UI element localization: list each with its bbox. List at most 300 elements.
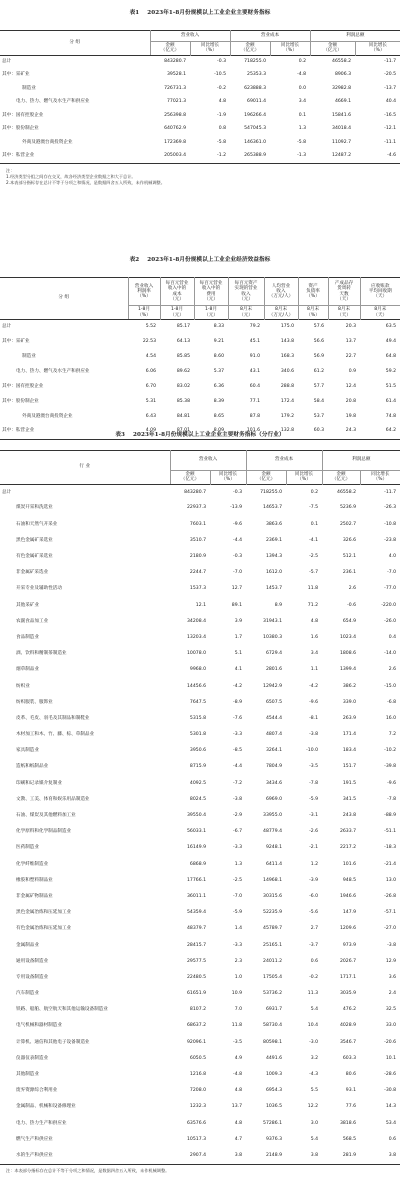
- table1-cell: 39528.1: [167, 72, 186, 78]
- table3-body: [0, 485, 400, 1165]
- table3-cell: -0.3: [233, 554, 243, 560]
- table3-cell: -7.8: [309, 780, 319, 786]
- table1-title: [0, 8, 400, 16]
- table2-unit-col: 1-8月 （元）: [194, 306, 228, 320]
- table3-cell: 93.1: [345, 1088, 357, 1094]
- table3-cell: 1.4: [234, 926, 243, 932]
- table2-cell: 5.52: [145, 323, 156, 329]
- table2: [0, 277, 400, 440]
- table3-cell: 1.7: [234, 634, 243, 640]
- table3-cell: -2.6: [309, 829, 319, 835]
- table3-cell: 3546.7: [339, 1039, 357, 1045]
- table3-cell: 11.3: [307, 991, 319, 997]
- table3-cell: -5.7: [309, 570, 319, 576]
- table3-cell: -5.9: [309, 796, 319, 802]
- table3-cell: 1.1: [310, 667, 319, 673]
- table2-cell: 63.5: [385, 323, 396, 329]
- table3-cell: 12.1: [195, 602, 206, 608]
- table3-cell: 6050.5: [189, 1055, 206, 1061]
- table3-cell: -28.6: [384, 1072, 397, 1078]
- table3-row: [0, 841, 400, 857]
- table1-cell: -1.3: [297, 153, 307, 159]
- table3-row: [0, 485, 400, 501]
- table2-cell: 87.8: [249, 413, 260, 419]
- table3-cell: -9.6: [387, 780, 397, 786]
- table2-cell: 43.1: [249, 368, 260, 374]
- table2-row: [0, 365, 400, 380]
- table2-cell: 6.43: [145, 413, 156, 419]
- table3-cell: 53.4: [385, 1120, 397, 1126]
- table2-cell: 8.60: [213, 353, 224, 359]
- table3-cell: 718255.0: [260, 489, 283, 495]
- table3-row-label: 印刷和记录媒介复制业: [16, 780, 62, 786]
- table3-cell: 973.9: [342, 942, 357, 948]
- table3-cell: -3.9: [309, 877, 319, 883]
- table3-cell: -4.3: [309, 1072, 319, 1078]
- table3-cell: 3863.6: [265, 521, 283, 527]
- table3-cell: -7.0: [387, 570, 397, 576]
- table3-cell: 3950.6: [189, 748, 206, 754]
- table3-row: [0, 549, 400, 565]
- table1-cell: 46558.2: [332, 59, 352, 65]
- table3-cell: 3.4: [310, 651, 319, 657]
- table1-subheader-yoy: 同比增长 （%）: [270, 42, 310, 56]
- table3-cell: -4.4: [233, 764, 243, 770]
- table2-cell: 8.39: [213, 398, 224, 404]
- table2-unit-col: 8月末 （天）: [360, 306, 400, 320]
- table2-cell: 85.17: [176, 323, 190, 329]
- table3-row-label: 有色金属冶炼和压延加工业: [16, 926, 72, 932]
- table3-cell: 29577.5: [187, 958, 206, 964]
- table3-row: [0, 1100, 400, 1116]
- table1-cell: 4669.1: [334, 99, 352, 105]
- table3-number: 表3: [115, 432, 126, 438]
- table3-cell: 1717.1: [339, 974, 357, 980]
- table3-cell: 12.7: [231, 586, 243, 592]
- table3-cell: 2.4: [388, 991, 397, 997]
- table3-row-label: 电力、热力生产和供应业: [16, 1120, 67, 1126]
- table1-row-label: 制造业: [22, 85, 36, 91]
- table2-number: 表2: [129, 257, 140, 263]
- table3-row-label: 其他制造业: [16, 1072, 39, 1078]
- table2-header-col: 产成品存 货周转 天数 （天）: [328, 278, 360, 306]
- table3-cell: 948.5: [342, 877, 357, 883]
- table3-cell: 191.5: [342, 780, 357, 786]
- table3-cell: -0.6: [347, 602, 357, 608]
- table3-cell: 6868.9: [189, 861, 206, 867]
- table1-header-profit: 利润总额: [310, 31, 400, 42]
- table3-cell: 48779.4: [263, 829, 283, 835]
- table3-cell: -2.9: [233, 813, 243, 819]
- table2-cell: 64.13: [176, 338, 190, 344]
- table2-cell: 53.7: [313, 413, 324, 419]
- table3-cell: 6411.4: [265, 861, 283, 867]
- table1-row: [0, 96, 400, 110]
- table3-row-label: 非金属矿物制品业: [16, 893, 53, 899]
- table3-row-label: 专用设备制造业: [16, 974, 49, 980]
- table3-cell: 56033.1: [187, 829, 206, 835]
- table3-cell: 843280.7: [184, 489, 206, 495]
- table3-cell: 1453.7: [265, 586, 283, 592]
- table3-cell: 0.2: [310, 489, 319, 495]
- table3-row: [0, 630, 400, 646]
- table3-cell: -8.1: [309, 715, 319, 721]
- table3-row-label: 燃气生产和供应业: [16, 1136, 53, 1142]
- table3-cell: -10.8: [384, 521, 397, 527]
- table3-cell: 33955.0: [263, 813, 283, 819]
- table3-cell: 654.9: [342, 618, 357, 624]
- table3-row-label: 非金属矿采选业: [16, 570, 49, 576]
- table3-cell: -21.4: [384, 861, 397, 867]
- table3-cell: -39.8: [384, 764, 397, 770]
- table1-cell: -4.8: [297, 72, 307, 78]
- table3-cell: -3.7: [309, 942, 319, 948]
- table3-cell: 22480.5: [187, 974, 206, 980]
- table3-row: [0, 517, 400, 533]
- table2-header-row: [0, 278, 400, 306]
- table3-row-label: 石油、煤炭及其他燃料加工业: [16, 813, 76, 819]
- table3-cell: 13.7: [231, 1104, 243, 1110]
- table2-cell: 4.54: [145, 353, 156, 359]
- table3-cell: 3.0: [310, 1120, 319, 1126]
- table3-cell: 30315.6: [263, 893, 283, 899]
- table3-cell: 1399.4: [339, 667, 357, 673]
- table2-header-group: 分 组: [0, 278, 128, 320]
- table3-row-label: 纺织业: [16, 683, 30, 689]
- table1-subheader-amount: 金额 （亿元）: [310, 42, 355, 56]
- table2-cell: 22.53: [142, 338, 156, 344]
- table2-cell: 19.8: [345, 413, 356, 419]
- table2-unit-col: 8月末 （天）: [328, 306, 360, 320]
- table3-cell: 8715.9: [189, 764, 206, 770]
- table1-row-label: 其中：国有控股企业: [2, 112, 44, 118]
- table3-cell: 476.2: [342, 1007, 357, 1013]
- table3-row: [0, 582, 400, 598]
- table3-cell: 4.9: [234, 1055, 243, 1061]
- table1-cell: -13.7: [384, 85, 397, 91]
- table2-cell: 61.4: [385, 398, 396, 404]
- table3-cell: 2801.6: [265, 667, 283, 673]
- table3-cell: -3.0: [309, 1039, 319, 1045]
- table3-row-label: 医药制造业: [16, 845, 39, 851]
- table2-unit-col: 1-8月 （%）: [128, 306, 160, 320]
- table3-cell: 2148.9: [265, 1152, 283, 1158]
- table3-row-label: 开采专业及辅助性活动: [16, 586, 62, 592]
- table3-row-label: 木材加工和木、竹、藤、棕、草制品业: [16, 732, 95, 738]
- table3-header-industry: 行 业: [0, 451, 170, 485]
- table3-cell: 14653.7: [263, 505, 283, 511]
- table3-cell: 3434.6: [265, 780, 283, 786]
- table3-note: 注：本表部分指标存在总计不等于分项之和情况，是数据四舍五入所致，未作机械调整。: [6, 1167, 170, 1173]
- table3-cell: 0.6: [310, 958, 319, 964]
- table1-cell: -4.6: [387, 153, 397, 159]
- table2-row-label: 电力、热力、燃气及水生产和供应业: [16, 368, 90, 374]
- table2-cell: 61.2: [313, 368, 324, 374]
- table1-cell: -16.5: [384, 112, 397, 118]
- table3-cell: 281.9: [342, 1152, 357, 1158]
- table3-cell: -4.4: [233, 537, 243, 543]
- table2-cell: 22.7: [345, 353, 356, 359]
- table3-cell: 4.1: [234, 667, 243, 673]
- table1-cell: 196266.4: [244, 112, 267, 118]
- table3-cell: -9.6: [309, 699, 319, 705]
- table3-cell: -15.0: [384, 683, 397, 689]
- table1-cell: -0.2: [217, 85, 227, 91]
- table3-cell: 101.6: [342, 861, 357, 867]
- table1: [0, 30, 400, 164]
- table3-row-label: 铁路、船舶、航空航天和其他运输设备制造业: [16, 1007, 108, 1013]
- table3-row: [0, 1132, 400, 1148]
- table3-cell: 0.1: [310, 521, 319, 527]
- table3-cell: 9376.3: [265, 1136, 283, 1142]
- table3-cell: -6.7: [233, 829, 243, 835]
- table3-cell: 147.9: [342, 910, 357, 916]
- table1-cell: -20.5: [384, 72, 397, 78]
- table3-cell: 11.8: [231, 1023, 243, 1029]
- table1-subheader-yoy: 同比增长 （%）: [190, 42, 230, 56]
- table3-cell: 4.7: [234, 1136, 243, 1142]
- table3-cell: 1394.3: [265, 554, 283, 560]
- table3-cell: 10.4: [307, 1023, 319, 1029]
- table2-cell: 45.1: [249, 338, 260, 344]
- table3-cell: 8.9: [274, 602, 283, 608]
- table3-cell: 1.6: [310, 634, 319, 640]
- table3-cell: 1537.3: [189, 586, 206, 592]
- table3-cell: 1023.4: [339, 634, 357, 640]
- table1-cell: 640762.9: [164, 126, 186, 132]
- table3-cell: 16.0: [385, 715, 397, 721]
- table3-cell: 1612.0: [265, 570, 283, 576]
- table2-cell: 89.62: [176, 368, 190, 374]
- table2-cell: 8.09: [213, 428, 224, 434]
- table3-cell: 10517.3: [187, 1136, 206, 1142]
- table3-cell: -77.0: [384, 586, 397, 592]
- table3-cell: 1036.5: [265, 1104, 283, 1110]
- table2-cell: 6.36: [213, 383, 224, 389]
- table3-row: [0, 986, 400, 1002]
- table3-row: [0, 1003, 400, 1019]
- table3-title-text: 2023年1-8月份规模以上工业企业主要财务指标（分行业）: [133, 432, 285, 438]
- table1-cell: 623888.3: [244, 85, 267, 91]
- table3-cell: 39550.4: [187, 813, 206, 819]
- table3-cell: 339.0: [342, 699, 357, 705]
- table2-cell: 5.31: [145, 398, 156, 404]
- table2-cell: 143.8: [280, 338, 294, 344]
- table3-cell: 1209.6: [339, 926, 357, 932]
- table3-cell: -4.2: [233, 683, 243, 689]
- table3-row-label: 食品制造业: [16, 634, 39, 640]
- table3-row-label: 煤炭开采和洗选业: [16, 505, 53, 511]
- table1-cell: 172369.8: [164, 139, 186, 145]
- table3-cell: 77.6: [345, 1104, 357, 1110]
- table2-body: [0, 320, 400, 440]
- table2-cell: 64.2: [385, 428, 396, 434]
- table2-cell: 8.65: [213, 413, 224, 419]
- table1-number: 表1: [129, 10, 140, 16]
- table3-header-revenue: 营业收入: [170, 451, 246, 471]
- table3-cell: -26.3: [384, 505, 397, 511]
- table3-row-label: 计算机、通信和其他电子设备制造业: [16, 1039, 90, 1045]
- table3-cell: 33.0: [385, 1023, 397, 1029]
- table3-cell: 8024.5: [189, 796, 206, 802]
- table1-cell: -11.7: [384, 59, 397, 65]
- table3-cell: 6954.3: [265, 1088, 283, 1094]
- table3-row-label: 酒、饮料和精制茶制造业: [16, 651, 67, 657]
- table3-cell: 4807.4: [265, 732, 283, 738]
- table3-cell: 3.9: [234, 618, 243, 624]
- table3-cell: -10.2: [384, 748, 397, 754]
- table3-cell: 4092.5: [189, 780, 206, 786]
- table3-cell: 10.9: [231, 991, 243, 997]
- table2-cell: 91.0: [249, 353, 260, 359]
- table3-cell: 2633.7: [339, 829, 357, 835]
- table3-cell: 45789.7: [263, 926, 283, 932]
- table3-row: [0, 679, 400, 695]
- table3-cell: -26.8: [384, 893, 397, 899]
- table1-cell: 25353.3: [247, 72, 267, 78]
- table3-cell: 183.4: [342, 748, 357, 754]
- table3-cell: 3035.9: [339, 991, 357, 997]
- table3-row: [0, 711, 400, 727]
- table3-cell: 0.4: [388, 634, 397, 640]
- table3-cell: 10078.0: [187, 651, 206, 657]
- table3-row-label: 金属制品业: [16, 942, 39, 948]
- table3-cell: 1.0: [234, 974, 243, 980]
- table3-row: [0, 889, 400, 905]
- table3-cell: 5.1: [234, 651, 243, 657]
- table3-cell: 5315.8: [189, 715, 206, 721]
- table3-cell: -4.8: [233, 1072, 243, 1078]
- table2-unit-col: 1-8月 （元）: [160, 306, 194, 320]
- table1-cell: 4.8: [218, 99, 227, 105]
- table3-cell: 80598.1: [263, 1039, 283, 1045]
- table1-cell: 146361.0: [244, 139, 267, 145]
- table3-row: [0, 1148, 400, 1164]
- table3-cell: 3.8: [388, 1152, 397, 1158]
- table3-cell: -13.9: [230, 505, 243, 511]
- table1-note: 1.经济类型分组之间存在交叉，故各经济类型企业数据之和大于总计。: [6, 174, 136, 179]
- table3-cell: -3.5: [309, 764, 319, 770]
- table1-cell: -0.3: [217, 59, 227, 65]
- table3-cell: 52235.9: [263, 910, 283, 916]
- table3: [0, 450, 400, 1165]
- table3-cell: -7.0: [233, 570, 243, 576]
- table3-cell: 3.6: [388, 974, 397, 980]
- table3-row: [0, 905, 400, 921]
- table1-cell: -1.2: [217, 153, 227, 159]
- table1-cell: 8906.3: [334, 72, 352, 78]
- table2-header-col: 每百元资产 实现的营业 收入 （元）: [228, 278, 264, 306]
- table3-cell: 5236.9: [339, 505, 357, 511]
- table3-cell: -14.0: [384, 651, 397, 657]
- table3-cell: 68637.2: [187, 1023, 206, 1029]
- table2-cell: 74.8: [385, 413, 396, 419]
- table2-row-label: 制造业: [22, 353, 36, 359]
- table3-cell: 512.1: [342, 554, 357, 560]
- table3-row-label: 汽车制造业: [16, 991, 39, 997]
- table1-subheader-amount: 金额 （亿元）: [230, 42, 270, 56]
- table3-cell: 14.3: [385, 1104, 397, 1110]
- table3-cell: 4544.4: [265, 715, 283, 721]
- table3-subheader-yoy: 同比增长 （%）: [360, 471, 400, 485]
- table3-cell: 1.2: [310, 861, 319, 867]
- table2-cell: 64.8: [385, 353, 396, 359]
- table3-cell: 92096.1: [187, 1039, 206, 1045]
- table3-header-cost: 营业成本: [246, 451, 322, 471]
- table3-cell: 1808.6: [339, 651, 357, 657]
- table2-header-col: 每百元营业 收入中的 成本 （元）: [160, 278, 194, 306]
- table1-cell: 843280.7: [164, 59, 186, 65]
- table3-cell: 31943.1: [263, 618, 283, 624]
- table3-cell: 2502.7: [339, 521, 357, 527]
- table3-cell: 2.6: [388, 667, 397, 673]
- table1-cell: 265388.9: [244, 153, 267, 159]
- table3-cell: -23.8: [384, 537, 397, 543]
- table3-cell: 11.8: [307, 586, 319, 592]
- table3-cell: 4.8: [234, 1088, 243, 1094]
- table1-cell: 205003.4: [164, 153, 186, 159]
- table1-cell: -10.5: [214, 72, 227, 78]
- table1-title-text: 2023年1-8月份规模以上工业企业主要财务指标: [147, 10, 271, 16]
- table2-row: [0, 410, 400, 425]
- table1-cell: -11.1: [384, 139, 397, 145]
- table1-row: [0, 69, 400, 83]
- table3-cell: 4.8: [234, 1120, 243, 1126]
- table1-row-label: 其中：私营企业: [2, 153, 35, 159]
- table3-cell: -3.3: [233, 845, 243, 851]
- table3-row-label: 化学原料和化学制品制造业: [16, 829, 72, 835]
- table3-row: [0, 614, 400, 630]
- table2-cell: 20.3: [345, 323, 356, 329]
- table2-cell: 57.7: [313, 383, 324, 389]
- table2-cell: 13.7: [345, 338, 356, 344]
- table3-row: [0, 533, 400, 549]
- table2-header-col: 资产 负债率 （%）: [298, 278, 328, 306]
- table2-title: [0, 255, 400, 263]
- table3-row: [0, 922, 400, 938]
- table2-cell: 87.01: [176, 428, 190, 434]
- table3-cell: 17505.4: [263, 974, 283, 980]
- table2-cell: 0.9: [348, 368, 356, 374]
- table3-cell: 2244.7: [189, 570, 206, 576]
- table1-row-label: 外商及港澳台商投资企业: [22, 139, 73, 145]
- table3-cell: 58730.4: [263, 1023, 283, 1029]
- table2-unit-col: 8月末 （万元/人）: [264, 306, 298, 320]
- table1-cell: 0.1: [298, 112, 307, 118]
- table1-cell: 12487.2: [332, 153, 352, 159]
- table2-header-col: 营业收入 利润率 （%）: [128, 278, 160, 306]
- table3-cell: 71.2: [307, 602, 319, 608]
- table3-subheader-amount: 金额 （亿元）: [322, 471, 360, 485]
- table1-row-label: 其中：股份制企业: [2, 126, 39, 132]
- table3-cell: 54359.4: [187, 910, 206, 916]
- table3-cell: 2026.7: [339, 958, 357, 964]
- table1-row: [0, 137, 400, 151]
- table2-header-col: 每百元营业 收入中的 费用 （元）: [194, 278, 228, 306]
- table1-notes: [0, 168, 400, 186]
- table3-cell: 236.1: [342, 570, 357, 576]
- table2-cell: 4.09: [145, 428, 156, 434]
- table3-cell: 7647.5: [189, 699, 206, 705]
- table3-cell: 61651.9: [187, 991, 206, 997]
- table3-cell: -4.2: [309, 683, 319, 689]
- table3-cell: 36011.1: [187, 893, 206, 899]
- table1-cell: 15841.6: [332, 112, 352, 118]
- table3-cell: 10.1: [385, 1055, 397, 1061]
- table3-cell: 12942.9: [263, 683, 283, 689]
- table1-cell: 32982.8: [332, 85, 352, 91]
- table3-cell: -18.3: [384, 845, 397, 851]
